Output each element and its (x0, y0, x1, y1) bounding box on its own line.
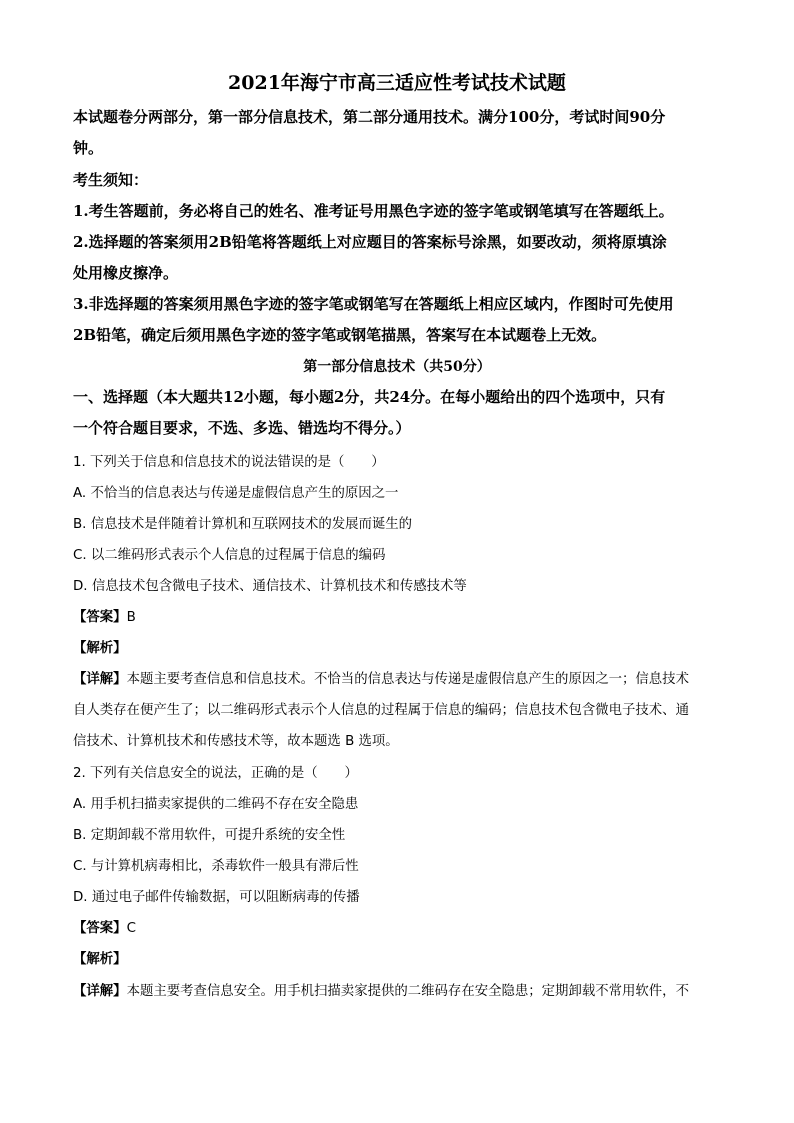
intro-line-1: 本试题卷分两部分，第一部分信息技术，第二部分通用技术。满分100分，考试时间90分 (73, 108, 666, 126)
q1-detail-line-3: 信技术、计算机技术和传感技术等，故本题选 B 选项。 (73, 734, 399, 749)
notice-item-2-line-2: 处用橡皮擦净。 (73, 264, 179, 282)
page-title: 2021年海宁市高三适应性考试技术试题 (228, 72, 566, 94)
answer-value: C (126, 921, 136, 936)
notice-item-3-line-1: 3.非选择题的答案须用黑色字迹的签字笔或钢笔写在答题纸上相应区域内，作图时可先使用 (73, 295, 674, 313)
q2-option-c: C. 与计算机病毒相比，杀毒软件一般具有滞后性 (73, 859, 359, 874)
answer-tag: 【答案】 (73, 921, 127, 936)
intro-line-2: 钟。 (73, 139, 104, 157)
notice-item-3-line-2: 2B铅笔，确定后须用黑色字迹的签字笔或钢笔描黑，答案写在本试题卷上无效。 (73, 326, 607, 344)
detail-tag: 【详解】 (73, 984, 127, 999)
q2-option-a: A. 用手机扫描卖家提供的二维码不存在安全隐患 (73, 797, 359, 812)
q1-answer (73, 611, 136, 624)
q1-stem: 1. 下列关于信息和信息技术的说法错误的是（ ） (73, 455, 385, 470)
q1-option-c: C. 以二维码形式表示个人信息的过程属于信息的编码 (73, 548, 386, 563)
q1-analysis (73, 642, 127, 655)
q2-detail-line-1 (73, 985, 689, 998)
q1-detail-line-1 (73, 673, 689, 686)
q2-answer (73, 922, 136, 935)
answer-tag: 【答案】 (73, 610, 127, 625)
q2-option-b: B. 定期卸载不常用软件，可提升系统的安全性 (73, 828, 346, 843)
section-title: 第一部分信息技术（共50分） (303, 359, 491, 375)
q2-analysis (73, 953, 127, 966)
q1-option-d: D. 信息技术包含微电子技术、通信技术、计算机技术和传感技术等 (73, 579, 467, 594)
detail-text: 本题主要考查信息和信息技术。不恰当的信息表达与传递是虚假信息产生的原因之一；信息技术 (126, 672, 689, 687)
answer-value: B (126, 610, 136, 625)
notice-item-2-line-1: 2.选择题的答案须用2B铅笔将答题纸上对应题目的答案标号涂黑，如要改动，须将原填涂 (73, 233, 667, 251)
q1-option-a: A. 不恰当的信息表达与传递是虚假信息产生的原因之一 (73, 486, 399, 501)
notice-heading: 考生须知： (73, 171, 149, 189)
part-heading-line-2: 一个符合题目要求，不选、多选、错选均不得分。） (73, 419, 411, 437)
notice-item-1: 1.考生答题前，务必将自己的姓名、准考证号用黑色字迹的签字笔或钢笔填写在答题纸上。 (73, 202, 674, 220)
part-heading-line-1: 一、选择题（本大题共12小题，每小题2分，共24分。在每小题给出的四个选项中，只有 (73, 388, 666, 406)
detail-text: 本题主要考查信息安全。用手机扫描卖家提供的二维码存在安全隐患；定期卸载不常用软件，不 (126, 984, 689, 999)
q1-detail-line-2: 自人类存在便产生了；以二维码形式表示个人信息的过程属于信息的编码；信息技术包含微电子技术、通 (73, 703, 689, 718)
q2-stem: 2. 下列有关信息安全的说法，正确的是（ ） (73, 766, 358, 781)
detail-tag: 【详解】 (73, 672, 127, 687)
analysis-tag: 【解析】 (73, 641, 127, 656)
q2-option-d: D. 通过电子邮件传输数据，可以阻断病毒的传播 (73, 890, 360, 905)
analysis-tag: 【解析】 (73, 952, 127, 967)
q1-option-b: B. 信息技术是伴随着计算机和互联网技术的发展而诞生的 (73, 517, 413, 532)
